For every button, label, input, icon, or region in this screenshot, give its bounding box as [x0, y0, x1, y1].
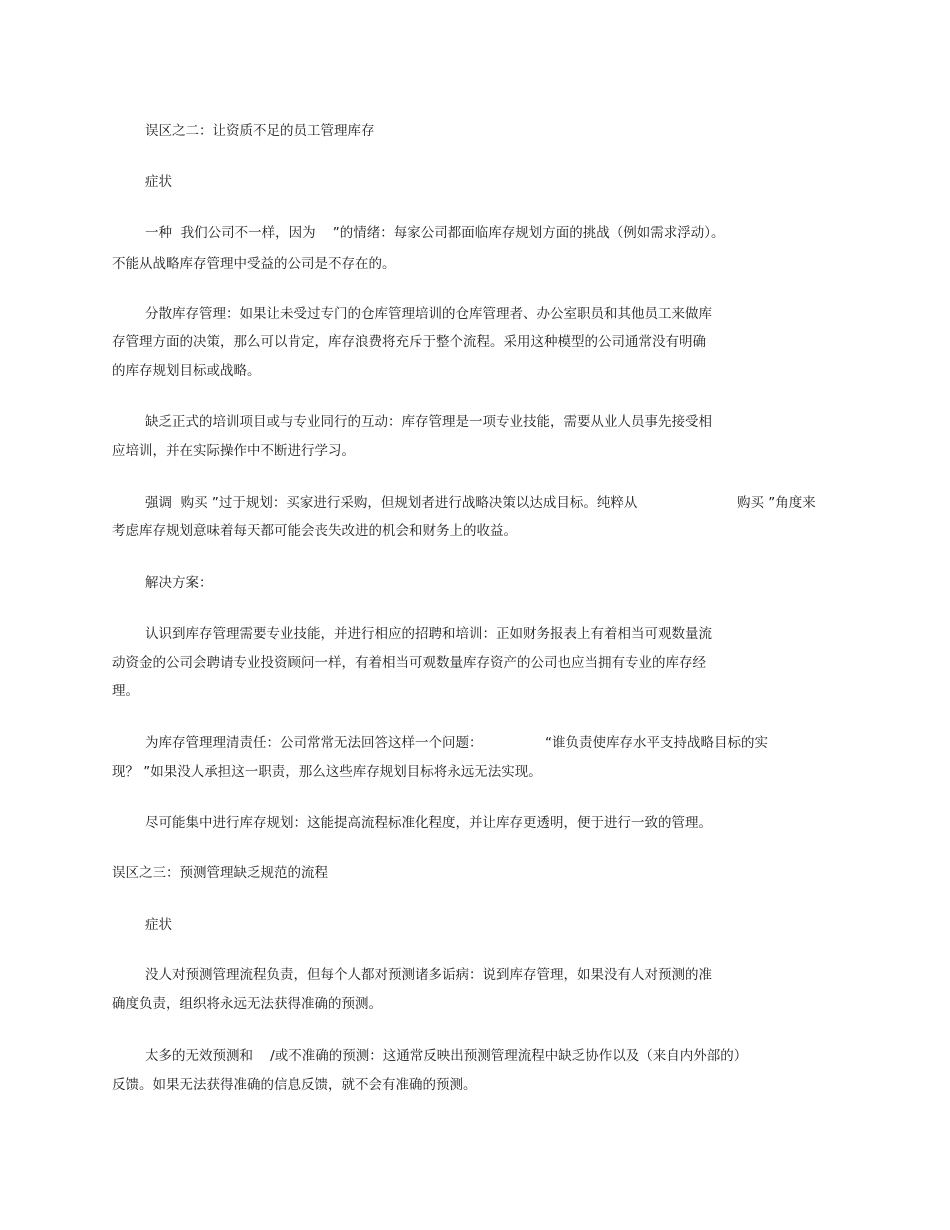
paragraph-line: 尽可能集中进行库存规划：这能提高流程标准化程度，并让库存更透明，便于进行一致的管理。 [145, 815, 712, 831]
paragraph-line: 确度负责，组织将永远无法获得准确的预测。 [112, 996, 382, 1012]
paragraph-line: 反馈。如果无法获得准确的信息反馈，就不会有准确的预测。 [112, 1077, 477, 1093]
paragraph-line: 认识到库存管理需要专业技能，并进行相应的招聘和培训：正如财务报表上有着相当可观数量流 [145, 626, 712, 642]
paragraph-line: 为库存管理理清责任：公司常常无法回答这样一个问题： [145, 735, 483, 751]
subheading: 症状 [145, 917, 172, 933]
paragraph-line: 一种 我们公司不一样，因为 ”的情绪：每家公司都面临库存规划方面的挑战（例如需求浮动）。 [145, 225, 725, 241]
paragraph-line: 考虑库存规划意味着每天都可能会丧失改进的机会和财务上的收益。 [112, 523, 517, 539]
paragraph-line: 缺乏正式的培训项目或与专业同行的互动：库存管理是一项专业技能，需要从业人员事先接受相 [145, 414, 712, 430]
paragraph-line: 的库存规划目标或战略。 [112, 363, 261, 379]
paragraph-line: 购买 ”角度来 [737, 495, 816, 511]
paragraph-line: “谁负责使库存水平支持战略目标的实 [545, 735, 768, 751]
paragraph-line: 没人对预测管理流程负责，但每个人都对预测诸多诟病：说到库存管理，如果没有人对预测的准 [145, 967, 712, 983]
paragraph-line: 存管理方面的决策，那么可以肯定，库存浪费将充斥于整个流程。采用这种模型的公司通常没有明确 [112, 334, 706, 350]
subheading: 解决方案： [145, 575, 213, 591]
paragraph-line: 强调 购买 ”过于规划：买家进行采购，但规划者进行战略决策以达成目标。纯粹从 [145, 495, 638, 511]
subheading: 症状 [145, 174, 172, 190]
paragraph-line: 理。 [112, 683, 139, 699]
paragraph-line: 现？ ”如果没人承担这一职责，那么这些库存规划目标将永远无法实现。 [112, 764, 542, 780]
paragraph-line: 应培训，并在实际操作中不断进行学习。 [112, 443, 355, 459]
paragraph-line: 动资金的公司会聘请专业投资顾问一样，有着相当可观数量库存资产的公司也应当拥有专业的库存经 [112, 655, 706, 671]
paragraph-line: 不能从战略库存管理中受益的公司是不存在的。 [112, 256, 396, 272]
paragraph-line: 太多的无效预测和 /或不准确的预测：这通常反映出预测管理流程中缺乏协作以及（来自内外部的） [145, 1048, 748, 1064]
section-heading: 误区之二：让资质不足的员工管理库存 [145, 123, 375, 139]
paragraph-line: 分散库存管理：如果让未受过专门的仓库管理培训的仓库管理者、办公室职员和其他员工来做库 [145, 306, 712, 322]
section-heading: 误区之三：预测管理缺乏规范的流程 [112, 865, 328, 881]
